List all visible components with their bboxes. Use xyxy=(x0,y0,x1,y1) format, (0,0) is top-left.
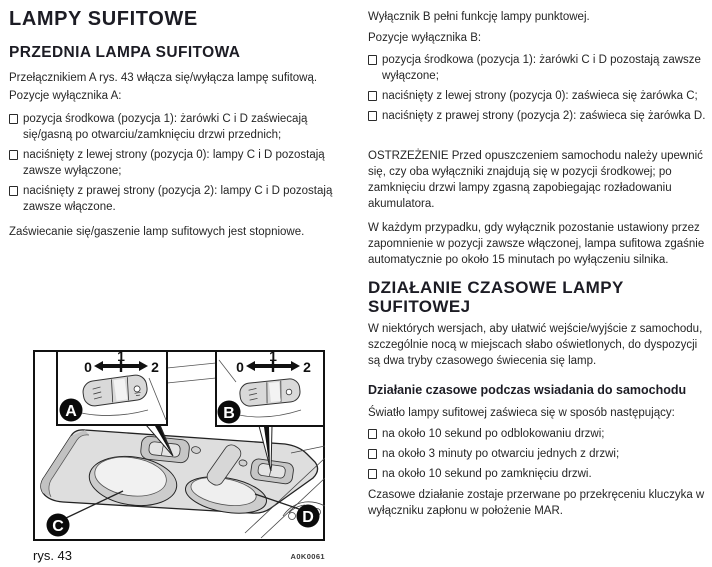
paragraph: Przełącznikiem A rys. 43 włącza się/wyłącza lampę sufitową. xyxy=(9,72,318,84)
position-1-label: 1 xyxy=(117,350,125,364)
position-2-label: 2 xyxy=(303,359,311,375)
square-bullet-icon xyxy=(368,429,377,439)
figure-caption-row xyxy=(33,548,325,563)
switch-a-arrow-icon xyxy=(94,360,148,372)
badge-a-letter: A xyxy=(65,403,77,420)
list-item-text: na około 10 sekund po odblokowaniu drzwi; xyxy=(382,428,605,440)
square-bullet-icon xyxy=(368,111,377,121)
square-bullet-icon xyxy=(9,186,18,196)
right-column xyxy=(368,0,707,519)
square-bullet-icon xyxy=(368,55,377,65)
list-item-text: naciśnięty z prawej strony (pozycja 2): lampy C i D pozostają zawsze włączone. xyxy=(23,185,333,213)
list-item-text: naciśnięty z prawej strony (pozycja 2): zaświeca się żarówka D. xyxy=(382,110,706,122)
badge-c-letter: C xyxy=(52,518,64,535)
left-column xyxy=(9,0,356,240)
section-heading-timed-operation: DZIAŁANIE CZASOWE LAMPY SUFITOWEJ xyxy=(368,278,624,316)
square-bullet-icon xyxy=(9,114,18,124)
badge-b xyxy=(218,401,241,424)
badge-b-letter: B xyxy=(223,405,235,422)
inset-a xyxy=(57,350,167,425)
paragraph: W każdym przypadku, gdy wyłącznik pozostanie ustawiony przez zapomnienie w pozycji zawsze włączonej, lampa sufitowa zgaśnie automatycznie po około 15 minutach po wyłączeniu silnika. xyxy=(368,222,705,266)
position-0-label: 0 xyxy=(236,359,244,375)
paragraph: Czasowe działanie zostaje przerwane po przekręceniu kluczyka w wyłączniku zapłonu w położenie MAR. xyxy=(368,489,705,517)
figure-43 xyxy=(33,350,325,563)
list-item-text: naciśnięty z lewej strony (pozycja 0): lampy C i D pozostają zawsze wyłączone; xyxy=(23,149,325,177)
position-1-label: 1 xyxy=(269,350,277,364)
square-bullet-icon xyxy=(368,91,377,101)
section-heading-front-lamp: PRZEDNIA LAMPA SUFITOWA xyxy=(9,44,241,61)
paragraph: Światło lampy sufitowej zaświeca się w sposób następujący: xyxy=(368,407,675,419)
ceiling-lamp-diagram xyxy=(33,350,325,541)
bullet-list-timing xyxy=(368,426,707,482)
list-item xyxy=(9,147,356,179)
badge-a xyxy=(60,399,83,422)
paragraph: Zaświecanie się/gaszenie lamp sufitowych jest stopniowe. xyxy=(9,226,305,238)
paragraph: Wyłącznik B pełni funkcję lampy punktowej. xyxy=(368,11,590,23)
list-item-text: na około 3 minuty po otwarciu jednych z drzwi; xyxy=(382,448,620,460)
list-item xyxy=(9,111,356,143)
list-item-text: pozycja środkowa (pozycja 1): żarówki C i D zaświecają się/gasną po otwarciu/zamknięciu drzwi przednich; xyxy=(23,113,308,141)
paragraph: Pozycje wyłącznika B: xyxy=(368,32,482,44)
square-bullet-icon xyxy=(368,449,377,459)
page-title: LAMPY SUFITOWE xyxy=(9,8,198,30)
bullet-list-switch-a xyxy=(9,111,356,215)
square-bullet-icon xyxy=(368,469,377,479)
bullet-list-switch-b xyxy=(368,52,707,124)
list-item xyxy=(368,446,707,462)
figure-caption: rys. 43 xyxy=(33,548,73,563)
list-item xyxy=(368,88,707,104)
list-item xyxy=(368,108,707,124)
position-2-label: 2 xyxy=(151,359,159,375)
position-0-label: 0 xyxy=(84,359,92,375)
figure-code: A0K0061 xyxy=(290,552,325,561)
warning-paragraph: OSTRZEŻENIE Przed opuszczeniem samochodu należy upewnić się, czy oba wyłączniki znajdują się w pozycji środkowej; po zamknięciu drzwi lampy zgasną zapobiegając rozładowaniu akumulatora. xyxy=(368,150,703,210)
list-item-text: pozycja środkowa (pozycja 1): żarówki C i D pozostają zawsze wyłączone; xyxy=(382,54,701,82)
list-item xyxy=(9,183,356,215)
inset-b xyxy=(216,350,324,426)
square-bullet-icon xyxy=(9,150,18,160)
list-item xyxy=(368,52,707,84)
paragraph: W niektórych wersjach, aby ułatwić wejście/wyjście z samochodu, szczególnie nocą w miejscach słabo oświetlonych, do dyspozycji są dwa tryby czasowego świecenia się lamp. xyxy=(368,323,703,367)
list-item-text: naciśnięty z lewej strony (pozycja 0): zaświeca się żarówka C; xyxy=(382,90,698,102)
list-item xyxy=(368,426,707,442)
badge-d xyxy=(297,505,320,528)
switch-b-arrow-icon xyxy=(246,360,300,372)
subheading-entry-timing: Działanie czasowe podczas wsiadania do samochodu xyxy=(368,383,687,397)
badge-d-letter: D xyxy=(302,509,314,526)
list-item-text: na około 10 sekund po zamknięciu drzwi. xyxy=(382,468,592,480)
list-item xyxy=(368,466,707,482)
paragraph: Pozycje wyłącznika A: xyxy=(9,90,122,102)
badge-c xyxy=(47,514,70,537)
